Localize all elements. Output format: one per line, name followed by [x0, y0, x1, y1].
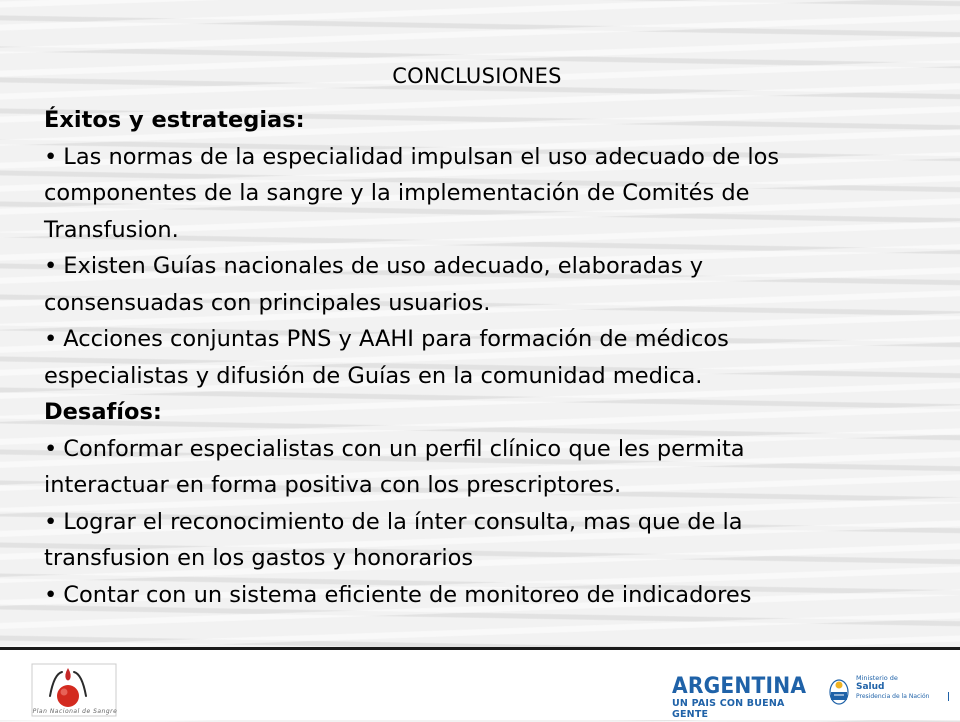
bullet-text: Existen Guías nacionales de uso adecuado, elaboradas y: [63, 253, 704, 279]
slide-title: CONCLUSIONES: [392, 64, 562, 88]
footer: [0, 650, 960, 720]
national-seal-icon: [828, 676, 850, 706]
bullet-line: [44, 139, 940, 176]
ministry-logo: [828, 668, 938, 714]
bullet-continuation: consensuadas con principales usuarios.: [44, 289, 491, 316]
ministry-line2: Salud: [856, 682, 885, 692]
ministry-text: [856, 674, 956, 701]
bullet-continuation: especialistas y difusión de Guías en la comunidad medica.: [44, 362, 703, 389]
ministry-line3: Presidencia de la Nación: [856, 692, 949, 701]
bullet-glyph: •: [44, 143, 58, 170]
argentina-word: ARGENTINA: [672, 674, 807, 699]
bullet-continuation: componentes de la sangre y la implementación de Comités de: [44, 180, 750, 206]
ministry-line1: Ministerio de: [856, 674, 898, 682]
argentina-slogan: UN PAIS CON BUENA GENTE: [672, 698, 785, 720]
bullet-glyph: •: [44, 581, 58, 608]
bullet-glyph: •: [44, 253, 58, 279]
bullet-glyph: •: [44, 326, 58, 352]
bullet-continuation: interactuar en forma positiva con los prescriptores.: [44, 472, 622, 498]
bullet-continuation: transfusion en los gastos y honorarios: [44, 545, 474, 571]
bullet-text: Conformar especialistas con un perfil clínico que les permita: [63, 435, 745, 462]
bullet-glyph: •: [44, 435, 58, 462]
slide-content: [44, 0, 944, 646]
bullet-continuation: Transfusion.: [44, 216, 179, 243]
bullet-text: Contar con un sistema eficiente de monitoreo de indicadores: [63, 581, 752, 608]
bullet-line: [44, 431, 940, 468]
bullet-line: [44, 577, 940, 614]
section-heading-exitos: Éxitos y estrategias:: [44, 107, 305, 133]
bullet-text: Acciones conjuntas PNS y AAHI para formación de médicos: [63, 326, 729, 352]
bullet-line: [44, 504, 940, 541]
pns-logo-caption: Plan Nacional de Sangre: [32, 708, 118, 715]
bullet-text: Lograr el reconocimiento de la ínter consulta, mas que de la: [63, 508, 743, 535]
bullet-line: [44, 321, 940, 358]
bullet-text: Las normas de la especialidad impulsan el uso adecuado de los: [63, 143, 780, 170]
bullet-line: [44, 248, 940, 285]
section-heading-desafios: Desafíos:: [44, 399, 162, 425]
bullet-glyph: •: [44, 508, 58, 535]
argentina-brand-logo: [672, 674, 812, 720]
slide-body: [44, 102, 940, 613]
